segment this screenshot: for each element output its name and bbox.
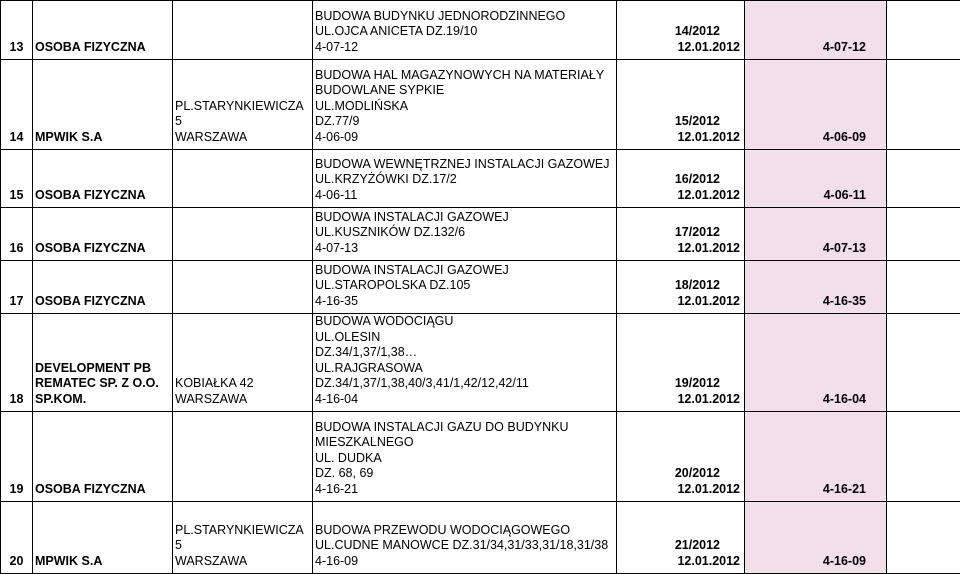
project-description bbox=[313, 150, 617, 208]
investor bbox=[33, 60, 173, 150]
decision-number: 18/2012 bbox=[619, 278, 740, 294]
empty-cell bbox=[887, 60, 960, 150]
project-description bbox=[313, 60, 617, 150]
investor-address bbox=[173, 314, 313, 412]
investor-line: DEVELOPMENT PB bbox=[35, 361, 170, 377]
decision-reference bbox=[617, 502, 745, 574]
investor-address-line: PL.STARYNKIEWICZA bbox=[175, 99, 310, 115]
decision-date: 12.01.2012 bbox=[619, 294, 740, 310]
empty-cell bbox=[887, 412, 960, 502]
area-code: 4-07-12 bbox=[745, 1, 887, 60]
decision-number: 14/2012 bbox=[619, 24, 740, 40]
row-number: 15 bbox=[1, 150, 33, 208]
decision-number: 15/2012 bbox=[619, 114, 740, 130]
project-description-line: UL.CUDNE MANOWCE DZ.31/34,31/33,31/18,31/38 bbox=[315, 538, 614, 554]
decision-date: 12.01.2012 bbox=[619, 554, 740, 570]
investor bbox=[33, 150, 173, 208]
row-number: 14 bbox=[1, 60, 33, 150]
investor-line: OSOBA FIZYCZNA bbox=[35, 294, 170, 310]
row-number: 16 bbox=[1, 208, 33, 261]
decision-number: 19/2012 bbox=[619, 376, 740, 392]
investor-address-line: 5 bbox=[175, 538, 310, 554]
area-code: 4-16-09 bbox=[745, 502, 887, 574]
project-description-line: BUDOWA HAL MAGAZYNOWYCH NA MATERIAŁY bbox=[315, 68, 614, 84]
area-code: 4-16-04 bbox=[745, 314, 887, 412]
decision-reference bbox=[617, 412, 745, 502]
project-description-line: UL.OLESIN bbox=[315, 330, 614, 346]
empty-cell bbox=[887, 150, 960, 208]
table-row bbox=[1, 208, 960, 261]
empty-cell bbox=[887, 314, 960, 412]
area-code: 4-06-09 bbox=[745, 60, 887, 150]
decision-reference bbox=[617, 208, 745, 261]
project-description bbox=[313, 412, 617, 502]
investor-address-line: 5 bbox=[175, 114, 310, 130]
investor-line: OSOBA FIZYCZNA bbox=[35, 482, 170, 498]
project-description-line: UL.OJCA ANICETA DZ.19/10 bbox=[315, 24, 614, 40]
project-description-line: UL.MODLIŃSKA bbox=[315, 99, 614, 115]
empty-cell bbox=[887, 208, 960, 261]
project-description-line: BUDOWA INSTALACJI GAZOWEJ bbox=[315, 263, 614, 279]
project-description-line: 4-16-21 bbox=[315, 482, 614, 498]
row-number: 18 bbox=[1, 314, 33, 412]
decision-reference bbox=[617, 150, 745, 208]
investor-address bbox=[173, 412, 313, 502]
investor-address-line: KOBIAŁKA 42 bbox=[175, 376, 310, 392]
decision-reference bbox=[617, 1, 745, 60]
table-row bbox=[1, 150, 960, 208]
investor-line: SP.KOM. bbox=[35, 392, 170, 408]
decision-reference bbox=[617, 261, 745, 314]
investor-line: REMATEC SP. Z O.O. bbox=[35, 376, 170, 392]
project-description-line: BUDOWA WEWNĘTRZNEJ INSTALACJI GAZOWEJ bbox=[315, 157, 614, 173]
project-description-line: UL.RAJGRASOWA bbox=[315, 361, 614, 377]
row-number: 13 bbox=[1, 1, 33, 60]
project-description-line: DZ.77/9 bbox=[315, 114, 614, 130]
project-description-line: 4-07-12 bbox=[315, 40, 614, 56]
investor-address bbox=[173, 208, 313, 261]
project-description-line: BUDOWA INSTALACJI GAZOWEJ bbox=[315, 210, 614, 226]
investor-line: OSOBA FIZYCZNA bbox=[35, 241, 170, 257]
row-number: 19 bbox=[1, 412, 33, 502]
decision-date: 12.01.2012 bbox=[619, 482, 740, 498]
decision-date: 12.01.2012 bbox=[619, 392, 740, 408]
row-number: 20 bbox=[1, 502, 33, 574]
decision-number: 21/2012 bbox=[619, 538, 740, 554]
decision-number: 17/2012 bbox=[619, 225, 740, 241]
project-description-line: 4-16-35 bbox=[315, 294, 614, 310]
project-description-line: 4-16-04 bbox=[315, 392, 614, 408]
project-description-line: BUDOWA PRZEWODU WODOCIĄGOWEGO bbox=[315, 523, 614, 539]
project-description-line: MIESZKALNEGO bbox=[315, 435, 614, 451]
row-number: 17 bbox=[1, 261, 33, 314]
empty-cell bbox=[887, 261, 960, 314]
project-description-line: UL.KRZYŻÓWKI DZ.17/2 bbox=[315, 172, 614, 188]
area-code: 4-16-21 bbox=[745, 412, 887, 502]
project-description bbox=[313, 261, 617, 314]
investor bbox=[33, 208, 173, 261]
investor-address-line: WARSZAWA bbox=[175, 554, 310, 570]
investor-line: MPWIK S.A bbox=[35, 554, 170, 570]
investor-address bbox=[173, 150, 313, 208]
investor bbox=[33, 314, 173, 412]
project-description bbox=[313, 1, 617, 60]
empty-cell bbox=[887, 1, 960, 60]
decision-number: 20/2012 bbox=[619, 466, 740, 482]
table-row bbox=[1, 502, 960, 574]
investor-address-line: WARSZAWA bbox=[175, 392, 310, 408]
area-code: 4-07-13 bbox=[745, 208, 887, 261]
investor-address bbox=[173, 60, 313, 150]
table-row bbox=[1, 1, 960, 60]
table-row bbox=[1, 412, 960, 502]
decision-number: 16/2012 bbox=[619, 172, 740, 188]
decision-date: 12.01.2012 bbox=[619, 188, 740, 204]
investor-line: OSOBA FIZYCZNA bbox=[35, 188, 170, 204]
investor bbox=[33, 502, 173, 574]
investor-address bbox=[173, 1, 313, 60]
empty-cell bbox=[887, 502, 960, 574]
project-description-line: 4-06-09 bbox=[315, 130, 614, 146]
project-description-line: BUDOWLANE SYPKIE bbox=[315, 83, 614, 99]
investor bbox=[33, 412, 173, 502]
investor-address-line: PL.STARYNKIEWICZA bbox=[175, 523, 310, 539]
project-description bbox=[313, 314, 617, 412]
table-body bbox=[1, 1, 960, 574]
project-description-line: UL.STAROPOLSKA DZ.105 bbox=[315, 278, 614, 294]
table-row bbox=[1, 261, 960, 314]
area-code: 4-06-11 bbox=[745, 150, 887, 208]
project-description-line: DZ. 68, 69 bbox=[315, 466, 614, 482]
investor bbox=[33, 261, 173, 314]
project-description-line: BUDOWA INSTALACJI GAZU DO BUDYNKU bbox=[315, 420, 614, 436]
project-description-line: BUDOWA WODOCIĄGU bbox=[315, 314, 614, 330]
project-description-line: DZ.34/1,37/1,38… bbox=[315, 345, 614, 361]
investor-line: OSOBA FIZYCZNA bbox=[35, 40, 170, 56]
investor bbox=[33, 1, 173, 60]
project-description-line: BUDOWA BUDYNKU JEDNORODZINNEGO bbox=[315, 9, 614, 25]
investor-line: MPWIK S.A bbox=[35, 130, 170, 146]
decision-date: 12.01.2012 bbox=[619, 40, 740, 56]
investor-address-line: WARSZAWA bbox=[175, 130, 310, 146]
project-description-line: UL.KUSZNIKÓW DZ.132/6 bbox=[315, 225, 614, 241]
area-code: 4-16-35 bbox=[745, 261, 887, 314]
decision-date: 12.01.2012 bbox=[619, 130, 740, 146]
decision-reference bbox=[617, 60, 745, 150]
investor-address bbox=[173, 261, 313, 314]
project-description-line: 4-06-11 bbox=[315, 188, 614, 204]
decision-date: 12.01.2012 bbox=[619, 241, 740, 257]
table-row bbox=[1, 60, 960, 150]
project-description-line: DZ.34/1,37/1,38,40/3,41/1,42/12,42/11 bbox=[315, 376, 614, 392]
project-description-line: 4-16-09 bbox=[315, 554, 614, 570]
project-description bbox=[313, 502, 617, 574]
project-description bbox=[313, 208, 617, 261]
project-description-line: 4-07-13 bbox=[315, 241, 614, 257]
table-row bbox=[1, 314, 960, 412]
decision-reference bbox=[617, 314, 745, 412]
investor-address bbox=[173, 502, 313, 574]
project-description-line: UL. DUDKA bbox=[315, 451, 614, 467]
